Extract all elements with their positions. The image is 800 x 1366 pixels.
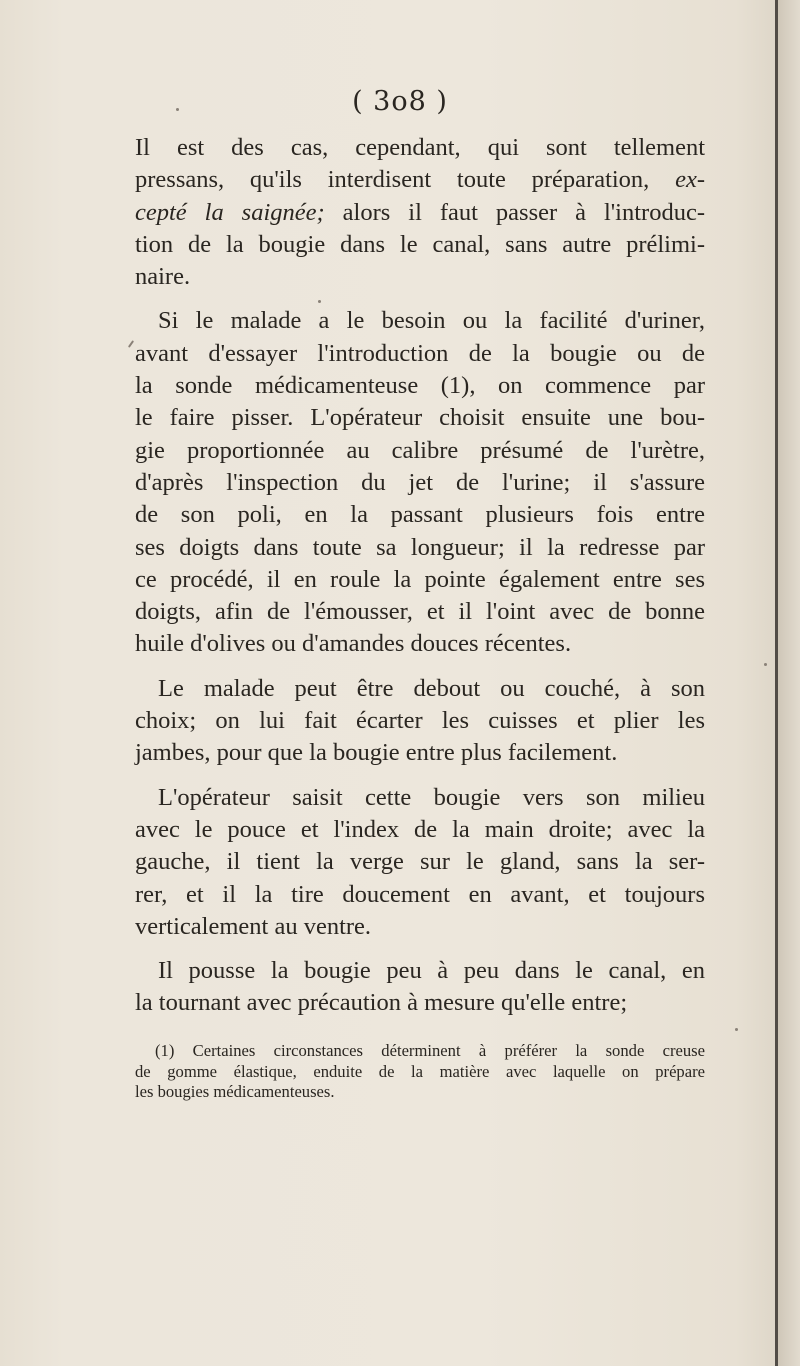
text-line: ce procédé, il en roule la pointe également entre ses xyxy=(135,565,705,593)
text-line: Si le malade a le besoin ou la facilité d'uriner, xyxy=(158,307,705,335)
paragraph xyxy=(135,132,705,293)
binding-shadow xyxy=(778,0,800,1366)
text-line: Il pousse la bougie peu à peu dans le canal, en xyxy=(158,957,705,985)
binding-edge xyxy=(775,0,778,1366)
text-line: tion de la bougie dans le canal, sans autre prélimi- xyxy=(135,230,705,258)
text-line: avant d'essayer l'introduction de la bougie ou de xyxy=(135,339,705,367)
text-fragment: pressans, qu'ils interdisent toute préparation, xyxy=(135,166,676,194)
paragraph xyxy=(135,305,705,660)
paper-speck xyxy=(764,663,767,666)
footnote-line: de gomme élastique, enduite de la matière avec laquelle on prépare xyxy=(135,1061,705,1081)
text-line: d'après l'inspection du jet de l'urine; il s'assure xyxy=(135,468,705,496)
text-line: gie proportionnée au calibre présumé de l'urètre, xyxy=(135,436,705,464)
text-line: avec le pouce et l'index de la main droite; avec la xyxy=(135,815,705,843)
page-number-header: ( 3o8 ) xyxy=(352,86,448,117)
text-line: la sonde médicamenteuse (1), on commence par xyxy=(135,372,705,400)
paragraph xyxy=(135,782,705,943)
paper-speck xyxy=(318,300,321,303)
text-line: Le malade peut être debout ou couché, à son xyxy=(158,674,705,702)
body-text xyxy=(135,132,705,1020)
text-line: ses doigts dans toute sa longueur; il la redresse par xyxy=(135,533,705,561)
paper-speck xyxy=(176,108,179,111)
text-line: naire. xyxy=(135,263,191,291)
text-line xyxy=(135,197,705,229)
italic-text: cepté la saignée; xyxy=(135,198,325,226)
text-line: jambes, pour que la bougie entre plus facilement. xyxy=(135,739,618,767)
text-line: rer, et il la tire doucement en avant, et toujours xyxy=(135,880,705,908)
text-line xyxy=(135,164,705,196)
text-line: L'opérateur saisit cette bougie vers son milieu xyxy=(158,783,705,811)
paper-speck xyxy=(735,1028,738,1031)
text-line: gauche, il tient la verge sur le gland, sans la ser- xyxy=(135,848,705,876)
paper-mark xyxy=(128,340,134,348)
text-line: Il est des cas, cependant, qui sont tellement xyxy=(135,134,705,161)
italic-text: ex- xyxy=(675,166,705,194)
footnote-line: les bougies médicamenteuses. xyxy=(135,1082,335,1101)
text-line: le faire pisser. L'opérateur choisit ensuite une bou- xyxy=(135,404,705,432)
text-line: huile d'olives ou d'amandes douces récentes. xyxy=(135,630,572,658)
paragraph xyxy=(135,673,705,770)
footnote-line: (1) Certaines circonstances déterminent à préférer la sonde creuse xyxy=(155,1041,705,1060)
text-line: de son poli, en la passant plusieurs fois entre xyxy=(135,501,705,529)
text-line: la tournant avec précaution à mesure qu'elle entre; xyxy=(135,989,628,1017)
text-fragment: alors il faut passer à l'introduc- xyxy=(324,198,705,226)
text-line: doigts, afin de l'émousser, et il l'oint avec de bonne xyxy=(135,598,705,626)
text-line: choix; on lui fait écarter les cuisses et plier les xyxy=(135,707,705,735)
footnote xyxy=(135,1041,705,1103)
paragraph xyxy=(135,955,705,1020)
text-line: verticalement au ventre. xyxy=(135,912,372,940)
